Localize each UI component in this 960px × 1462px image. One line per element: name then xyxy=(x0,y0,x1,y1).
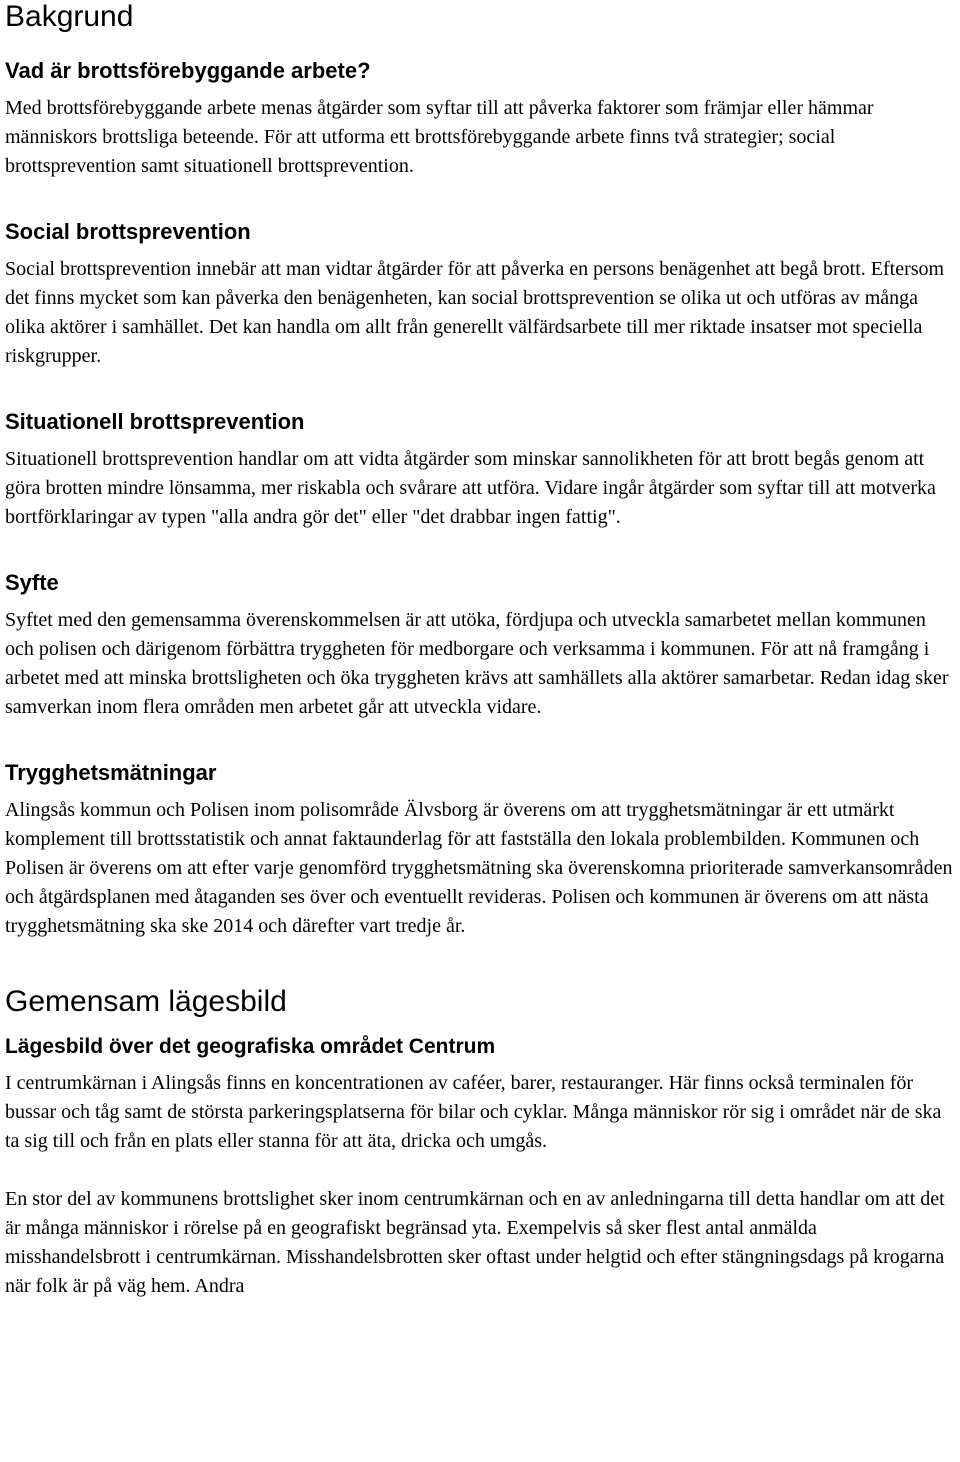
heading-social-brottsprevention: Social brottsprevention xyxy=(5,219,251,244)
heading-vad-ar-brottsforebyggande: Vad är brottsförebyggande arbete? xyxy=(5,58,371,83)
paragraph-syfte: Syftet med den gemensamma överenskommelsen är att utöka, fördjupa och utveckla samarbetet mellan kommunen och polisen och därigenom förbättra tryggheten för medborgare och verksamma i kommunen. För att nå framgång i arbetet med att minska brottsligheten och öka tryggheten krävs att samhällets alla aktörer samarbetar. Redan idag sker samverkan inom flera områden men arbetet går att utveckla vidare. xyxy=(5,609,949,718)
paragraph-situationell-brottsprevention: Situationell brottsprevention handlar om att vidta åtgärder som minskar sannolikheten för att brott begås genom att göra brotten mindre lönsamma, mer riskabla och svårare att utföra. Vidare ingår åtgärder som syftar till att motverka bortförklaringar av typen "alla andra gör det" eller "det drabbar ingen fattig". xyxy=(5,448,936,528)
paragraph-centrum-2: En stor del av kommunens brottslighet sker inom centrumkärnan och en av anledningarna till detta handlar om att det är många människor i rörelse på en geografiskt begränsad yta. Exempelvis så sker flest antal anmälda misshandelsbrott i centrumkärnan. Misshandelsbrotten sker oftast under helgtid och efter stängningsdags på krogarna när folk är på väg hem. Andra xyxy=(5,1188,945,1297)
heading-trygghetsmatningar: Trygghetsmätningar xyxy=(5,760,217,785)
heading-lagesbild-centrum: Lägesbild över det geografiska området Centrum xyxy=(5,1035,496,1058)
paragraph-vad-ar-brottsforebyggande: Med brottsförebyggande arbete menas åtgärder som syftar till att påverka faktorer som främjar eller hämmar människors brottsliga beteende. För att utforma ett brottsförebyggande arbete finns två strategier; social brottsprevention samt situationell brottsprevention. xyxy=(5,97,874,177)
section-title-bakgrund: Bakgrund xyxy=(5,0,134,33)
heading-syfte: Syfte xyxy=(5,570,59,595)
heading-situationell-brottsprevention: Situationell brottsprevention xyxy=(5,409,305,434)
paragraph-social-brottsprevention: Social brottsprevention innebär att man vidtar åtgärder för att påverka en persons benägenhet att begå brott. Eftersom det finns mycket som kan påverka den benägenheten, kan social brottsprevention se olika ut och utföras av många olika aktörer i samhället. Det kan handla om allt från generellt välfärdsarbete till mer riktade insatser mot speciella riskgrupper. xyxy=(5,258,945,367)
paragraph-centrum-1: I centrumkärnan i Alingsås finns en koncentrationen av caféer, barer, restauranger. Här finns också terminalen för bussar och tåg samt de största parkeringsplatserna för bilar och cyklar. Många människor rör sig i området när de ska ta sig till och från en plats eller stanna för att äta, dricka och umgås. xyxy=(5,1072,942,1152)
paragraph-trygghetsmatningar: Alingsås kommun och Polisen inom polisområde Älvsborg är överens om att trygghetsmätningar är ett utmärkt komplement till brottsstatistik och annat faktaunderlag för att fastställa den lokala problembilden. Kommunen och Polisen är överens om att efter varje genomförd trygghetsmätning ska överenskomna prioriterade samverkansområden och åtgärdsplanen med åtaganden ses över och eventuellt revideras. Polisen och kommunen är överens om att nästa trygghetsmätning ska ske 2014 och därefter vart tredje år. xyxy=(5,799,953,937)
document-page xyxy=(5,0,953,1301)
section-title-gemensam-lagesbild: Gemensam lägesbild xyxy=(5,985,287,1018)
